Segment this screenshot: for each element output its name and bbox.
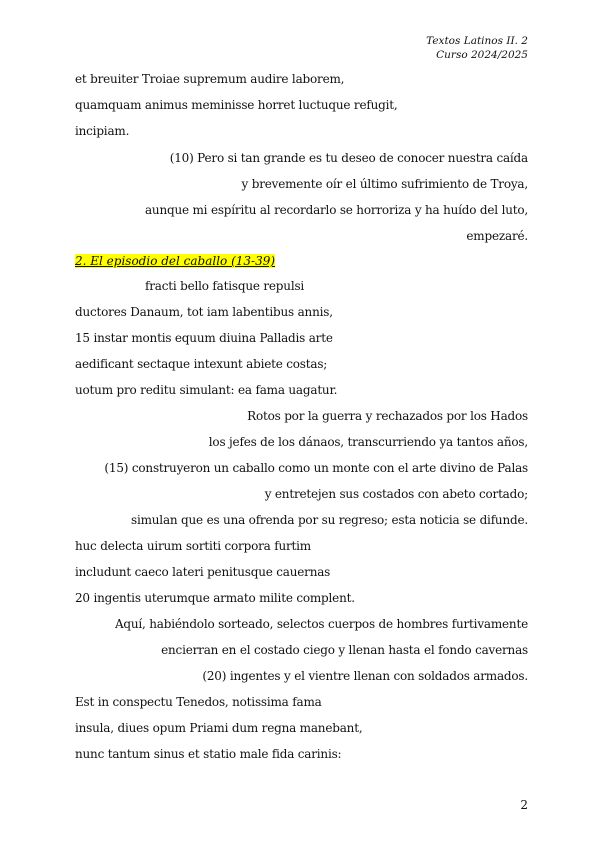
latin-line: quamquam animus meminisse horret luctuque refugit, xyxy=(75,98,398,112)
section-heading-text: 2. El episodio del caballo (13-39) xyxy=(75,254,276,268)
latin-line: 20 ingentis uterumque armato milite complent. xyxy=(75,591,355,605)
latin-line: uotum pro reditu simulant: ea fama uagatur. xyxy=(75,383,338,397)
latin-line: includunt caeco lateri penitusque cauernas xyxy=(75,565,331,579)
translation-line: empezaré. xyxy=(466,229,528,243)
translation-line: (15) construyeron un caballo como un monte con el arte divino de Palas xyxy=(104,461,528,475)
latin-line: nunc tantum sinus et statio male fida carinis: xyxy=(75,747,342,761)
translation-line: (10) Pero si tan grande es tu deseo de conocer nuestra caída xyxy=(169,151,528,165)
latin-line: incipiam. xyxy=(75,124,130,138)
translation-line: Rotos por la guerra y rechazados por los Hados xyxy=(247,409,528,423)
latin-line: huc delecta uirum sortiti corpora furtim xyxy=(75,539,311,553)
page-number: 2 xyxy=(520,798,528,812)
latin-line: Est in conspectu Tenedos, notissima fama xyxy=(75,695,322,709)
latin-line: fracti bello fatisque repulsi xyxy=(145,279,305,293)
translation-line: (20) ingentes y el vientre llenan con soldados armados. xyxy=(202,669,528,683)
latin-line: ductores Danaum, tot iam labentibus annis, xyxy=(75,305,333,319)
section-heading-wrap xyxy=(75,253,528,271)
section-heading xyxy=(75,253,275,269)
translation-line: los jefes de los dánaos, transcurriendo ya tantos años, xyxy=(208,435,528,449)
course-title: Textos Latinos II. 2 xyxy=(426,35,528,47)
course-year: Curso 2024/2025 xyxy=(436,49,528,61)
translation-line: y entretejen sus costados con abeto cortado; xyxy=(264,487,528,501)
translation-line: simulan que es una ofrenda por su regreso; esta noticia se difunde. xyxy=(131,513,528,527)
running-header xyxy=(426,34,528,62)
translation-line: y brevemente oír el último sufrimiento de Troya, xyxy=(241,177,528,191)
latin-line: 15 instar montis equum diuina Palladis arte xyxy=(75,331,333,345)
translation-line: aunque mi espíritu al recordarlo se horroriza y ha huído del luto, xyxy=(144,203,528,217)
latin-line: et breuiter Troiae supremum audire laborem, xyxy=(75,72,345,86)
translation-line: Aquí, habiéndolo sorteado, selectos cuerpos de hombres furtivamente xyxy=(114,617,528,631)
translation-line: encierran en el costado ciego y llenan hasta el fondo cavernas xyxy=(161,643,528,657)
latin-line: insula, diues opum Priami dum regna manebant, xyxy=(75,721,363,735)
latin-line: aedificant sectaque intexunt abiete costas; xyxy=(75,357,328,371)
